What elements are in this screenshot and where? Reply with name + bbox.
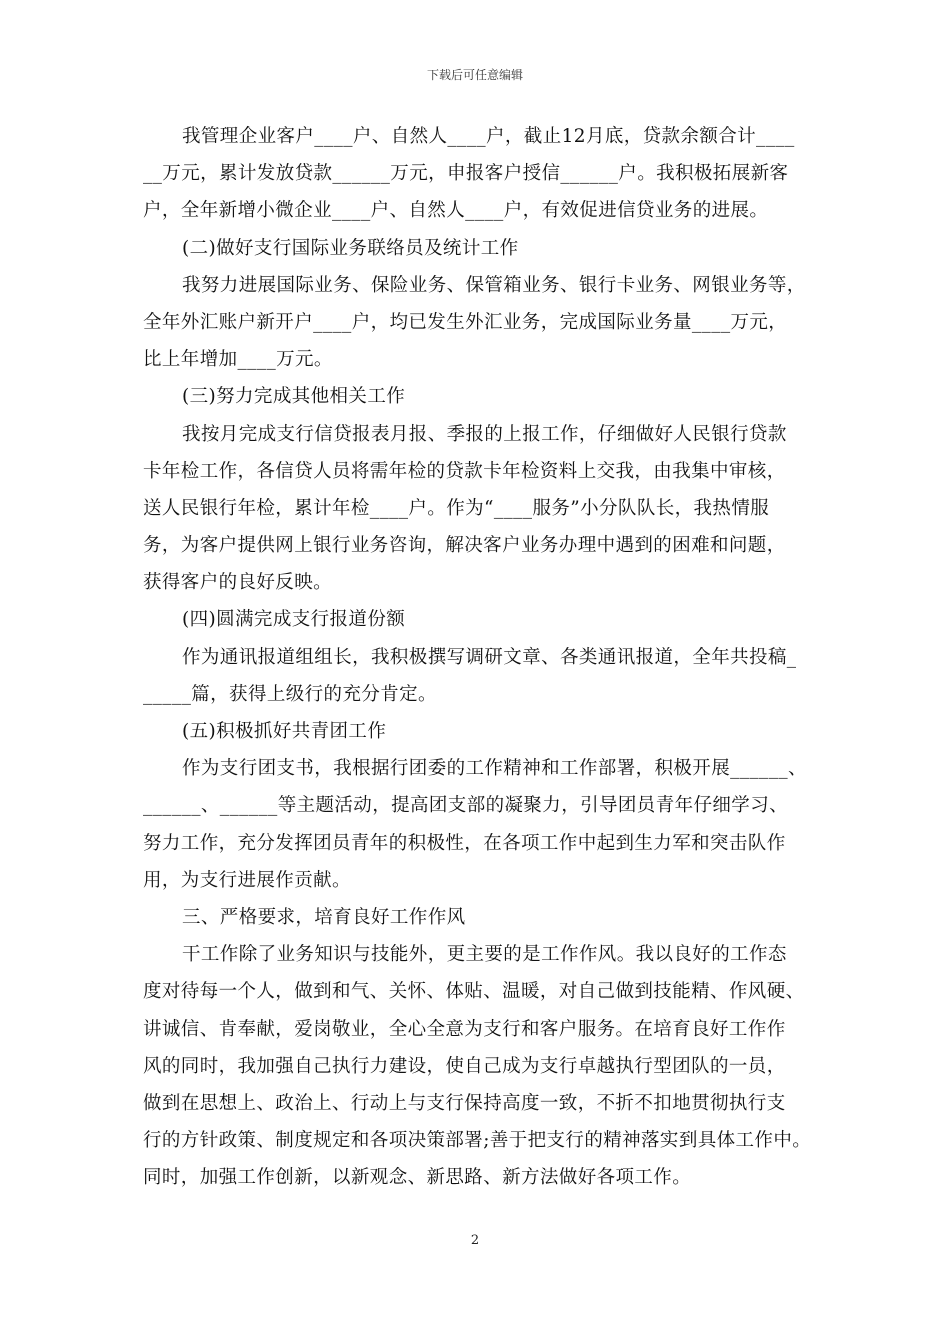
text-line: (三)努力完成其他相关工作 [182,386,406,408]
text-line: (四)圆满完成支行报道份额 [182,609,406,631]
text-line: ______、______等主题活动，提高团支部的凝聚力，引导团员青年仔细学习、 [143,795,789,817]
text-line: (五)积极抓好共青团工作 [182,721,387,742]
text-line: 行的方针政策、制度规定和各项决策部署;善于把支行的精神落实到具体工作中。 [143,1130,812,1152]
text-line: 用，为支行进展作贡献。 [143,869,351,891]
text-line: 作为通讯报道组组长，我积极撰写调研文章、各类通讯报道，全年共投稿_ [182,646,797,668]
text-line: 我管理企业客户____户、自然人____户，截止12月底，贷款余额合计____ [182,126,795,147]
document-body [143,123,812,1201]
text-line: _____篇，获得上级行的充分肯定。 [143,683,437,705]
page-number: 2 [470,1233,480,1248]
text-line: 三、严格要求，培育良好工作作风 [182,906,466,928]
text-line: 务，为客户提供网上银行业务咨询，解决客户业务办理中遇到的困难和问题， [143,535,786,557]
text-line: 度对待每一个人，做到和气、关怀、体贴、温暖，对自己做到技能精、作风硬、 [143,981,805,1003]
text-line: 比上年增加____万元。 [143,349,333,371]
page-header: 下载后可任意编辑 [426,68,523,82]
text-line: 我按月完成支行信贷报表月报、季报的上报工作，仔细做好人民银行贷款 [182,423,787,445]
text-line: 做到在思想上、政治上、行动上与支行保持高度一致，不折不扣地贯彻执行支 [143,1092,786,1114]
text-line: __万元，累计发放贷款______万元，申报客户授信______户。我积极拓展新客 [143,163,789,185]
text-line: 我努力进展国际业务、保险业务、保管箱业务、银行卡业务、网银业务等， [182,274,806,296]
text-line: 获得客户的良好反映。 [143,572,333,594]
text-line: 干工作除了业务知识与技能外，更主要的是工作作风。我以良好的工作态 [182,944,787,966]
text-line: 作为支行团支书，我根据行团委的工作精神和工作部署，积极开展______、 [182,758,807,780]
text-line: (二)做好支行国际业务联络员及统计工作 [182,237,519,259]
text-line: 户，全年新增小微企业____户、自然人____户，有效促进信贷业务的进展。 [143,200,769,222]
text-line: 努力工作，充分发挥团员青年的积极性，在各项工作中起到生力军和突击队作 [143,832,786,854]
text-line: 风的同时，我加强自己执行力建设，使自己成为支行卓越执行型团队的一员， [143,1055,786,1077]
text-line: 卡年检工作，各信贷人员将需年检的贷款卡年检资料上交我，由我集中审核， [143,460,786,482]
text-line: 全年外汇账户新开户____户，均已发生外汇业务，完成国际业务量____万元， [143,311,788,333]
text-line: 送人民银行年检，累计年检____户。作为“____服务”小分队队长，我热情服 [143,497,770,519]
text-line: 讲诚信、肯奉献，爱岗敬业，全心全意为支行和客户服务。在培育良好工作作 [143,1018,786,1040]
text-line: 同时，加强工作创新，以新观念、新思路、新方法做好各项工作。 [143,1167,692,1189]
